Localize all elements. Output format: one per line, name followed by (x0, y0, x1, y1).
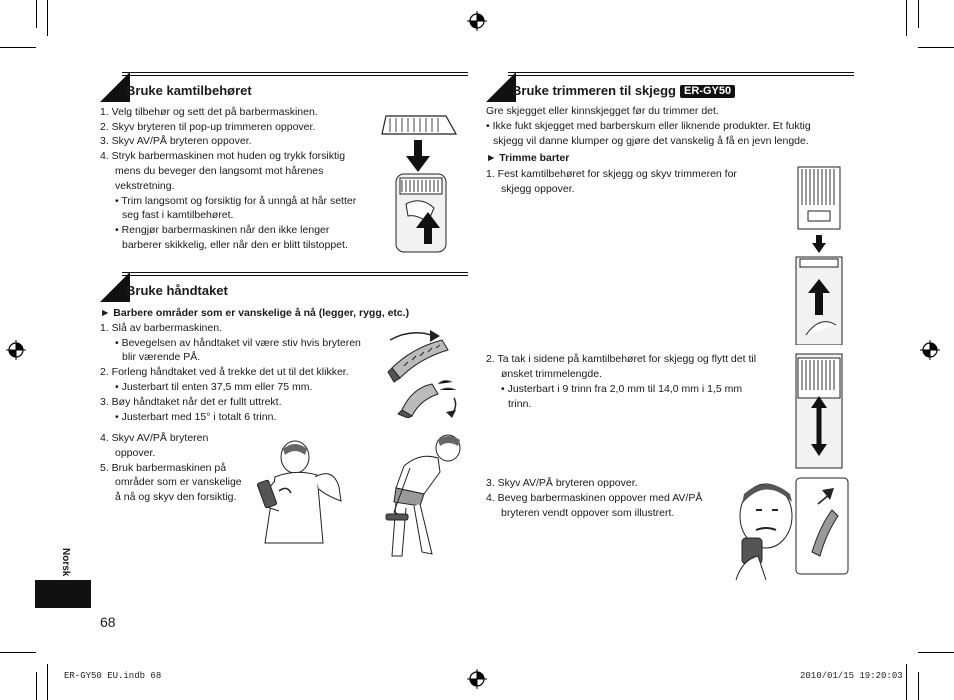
note-bullet: • Rengjør barbermaskinen når den ikke lenger (115, 224, 330, 236)
note-bullet-cont: seg fast i kamtilbehøret. (122, 209, 234, 221)
comb-attachment-illustration (376, 104, 460, 254)
step-4-cont: oppover. (115, 447, 156, 459)
note-bullet-cont: skjegg vil danne klumper og gjøre det vanskelig å få en jevn lengde. (493, 135, 809, 147)
registration-mark-icon (467, 11, 487, 31)
registration-mark-icon (6, 340, 26, 360)
crop-mark (918, 0, 919, 28)
registration-mark-icon (920, 340, 940, 360)
note-bullet: • Ikke fukt skjegget med barberskum eller liknende produkter. Et fuktig (486, 120, 811, 132)
step-4: 4. Stryk barbermaskinen mot huden og trykk forsiktig (100, 150, 346, 162)
note-bullet: • Justerbart i 9 trinn fra 2,0 mm til 14,0 mm i 1,5 mm (501, 383, 743, 395)
note-bullet: • Justerbart med 15° i totalt 6 trinn. (115, 411, 277, 423)
section-title-text: Bruke trimmeren til skjegg (512, 83, 676, 98)
step-4: 4. Skyv AV/PÅ bryteren (100, 432, 209, 444)
step-5: 5. Bruk barbermaskinen på (100, 462, 227, 474)
crop-mark (36, 0, 37, 28)
step-2: 2. Forleng håndtaket ved å trekke det ut til det klikker. (100, 366, 349, 378)
step-1: 1. Velg tilbehør og sett det på barbermaskinen. (100, 106, 318, 118)
step-2: 2. Skyv bryteren til pop-up trimmeren oppover. (100, 121, 316, 133)
step-4: 4. Beveg barbermaskinen oppover med AV/PÅ (486, 492, 703, 504)
section-title: Bruke kamtilbehøret (126, 83, 252, 98)
crop-mark (47, 0, 48, 36)
step-1: 1. Fest kamtilbehøret for skjegg og skyv trimmeren for (486, 168, 737, 180)
step-4-cont: bryteren vendt oppover som illustrert. (501, 507, 675, 519)
step-5-cont: områder som er vanskelige (115, 476, 242, 488)
note-bullet: • Bevegelsen av håndtaket vil være stiv hvis bryteren (115, 337, 361, 349)
crop-mark (918, 672, 919, 700)
language-label: Norsk (60, 548, 71, 577)
step-3: 3. Bøy håndtaket når det er fullt uttrekt. (100, 396, 282, 408)
crop-mark (918, 47, 954, 48)
model-badge: ER-GY50 (680, 85, 735, 98)
crop-mark (0, 47, 36, 48)
trimming-moustache-illustration (726, 476, 852, 580)
step-3: 3. Skyv AV/PÅ bryteren oppover. (100, 135, 252, 147)
section-header-beard-trimmer (486, 72, 854, 102)
step-2-cont: ønsket trimmelengde. (501, 368, 602, 380)
footer-file-info: ER-GY50 EU.indb 68 (64, 671, 162, 681)
step-4-cont: vekstretning. (115, 180, 175, 192)
sub-heading: ► Barbere områder som er vanskelige å nå (legger, rygg, etc.) (100, 307, 410, 319)
note-bullet-cont: trinn. (508, 398, 532, 410)
step-4-cont: mens du beveger den langsomt mot hårenes (115, 165, 324, 177)
crop-mark (906, 0, 907, 36)
step-3: 3. Skyv AV/PÅ bryteren oppover. (486, 477, 638, 489)
section-header-handle (100, 272, 468, 302)
note-bullet-cont: blir værende PÅ. (122, 351, 201, 363)
registration-mark-icon (467, 669, 487, 689)
language-tab (35, 580, 91, 608)
note-bullet: • Trim langsomt og forsiktig for å unngå at hår setter (115, 195, 357, 207)
note-bullet-cont: barberer skikkelig, eller når den er blitt tilstoppet. (122, 239, 348, 251)
section-header-comb (100, 72, 468, 102)
adjust-comb-illustration (784, 352, 854, 470)
page-number: 68 (100, 614, 116, 630)
crop-mark (0, 652, 36, 653)
crop-mark (906, 664, 907, 700)
section-title: Bruke håndtaket (126, 283, 228, 298)
shaving-back-illustration (255, 437, 349, 545)
crop-mark (47, 664, 48, 700)
crop-mark (918, 652, 954, 653)
sub-heading: ► Trimme barter (486, 152, 570, 164)
step-1-cont: skjegg oppover. (501, 183, 575, 195)
handle-illustration (382, 318, 468, 418)
note-bullet: • Justerbart til enten 37,5 mm eller 75 mm. (115, 381, 313, 393)
step-2: 2. Ta tak i sidene på kamtilbehøret for skjegg og flytt det til (486, 353, 757, 365)
shaving-leg-illustration (380, 432, 468, 560)
footer-timestamp: 2010/01/15 19:20:03 (800, 671, 903, 681)
beard-comb-attach-illustration (784, 165, 854, 345)
intro-text: Gre skjegget eller kinnskjegget før du trimmer det. (486, 105, 719, 117)
step-5-cont: å nå og skyv den forsiktig. (115, 491, 237, 503)
section-title (512, 83, 735, 98)
crop-mark (36, 672, 37, 700)
step-1: 1. Slå av barbermaskinen. (100, 322, 222, 334)
